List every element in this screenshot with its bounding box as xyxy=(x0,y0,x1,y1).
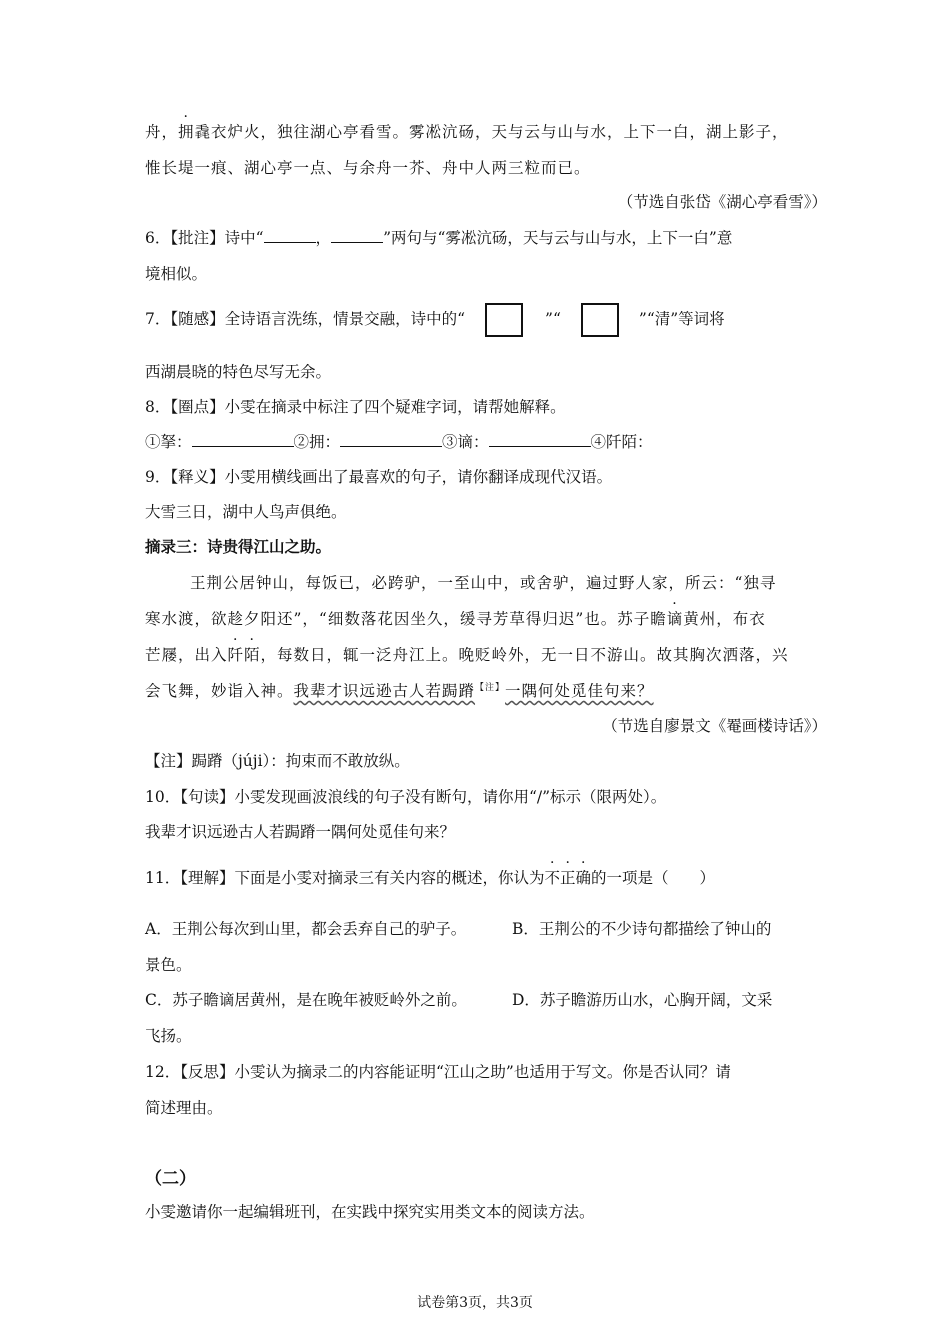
option-d-cont: 飞扬。 xyxy=(145,1027,192,1045)
question-9-sentence: 大雪三日，湖中人鸟声俱绝。 xyxy=(145,503,347,521)
answer-blank[interactable] xyxy=(192,432,294,447)
excerpt-3-line-4: 会飞舞，妙诣入神。我辈才识远逊古人若跼蹐$^{【注】}$一隅何处觅佳句来？ xyxy=(145,682,654,700)
question-12-cont: 简述理由。 xyxy=(145,1099,223,1117)
excerpt-3-line-2: 寒水渡，欲趁夕阳还”，“细数落花因坐久，缓寻芳草得归迟”也。苏子瞻谪黄州，布衣 xyxy=(145,610,766,628)
question-8: 8．【圈点】小雯在摘录中标注了四个疑难字词，请帮她解释。 xyxy=(145,398,566,416)
option-a[interactable]: A．王荆公每次到山里，都会丢弃自己的驴子。 xyxy=(145,920,467,938)
question-9: 9．【释义】小雯用横线画出了最喜欢的句子，请你翻译成现代汉语。 xyxy=(145,468,613,486)
question-6: 6．【批注】诗中“ ， ”两句与“雾凇沆砀，天与云与山与水，上下一白”意 xyxy=(145,229,733,247)
passage-line-1: 舟，拥毳衣炉火，独往湖心亭看雪。雾凇沆砀，天与云与山与水，上下一白，湖上影子， xyxy=(145,123,789,141)
excerpt-3-title: 摘录三：诗贵得江山之助。 xyxy=(145,537,332,556)
answer-box[interactable] xyxy=(581,303,619,337)
question-7: 7．【随感】全诗语言洗练，情景交融，诗中的“ ”“ ”“清”等词将 xyxy=(145,301,725,337)
option-c[interactable]: C．苏子瞻谪居黄州，是在晚年被贬岭外之前。 xyxy=(145,991,467,1009)
excerpt-3-source: （节选自廖景文《罨画楼诗话》） xyxy=(602,717,827,735)
option-d[interactable]: D．苏子瞻游历山水，心胸开阔，文采 xyxy=(512,991,773,1009)
passage-line-2: 惟长堤一痕、湖心亭一点、与余舟一芥、舟中人两三粒而已。 xyxy=(145,159,591,177)
excerpt-3-line-1: 王荆公居钟山，每饭已，必跨驴，一至山中，或舍驴，遍过野人家，所云：“独寻 xyxy=(190,574,777,592)
question-6-cont: 境相似。 xyxy=(145,265,208,283)
question-8-items: ①拏： ②拥： ③谪： ④阡陌： xyxy=(145,433,653,451)
passage-source: （节选自张岱《湖心亭看雪》） xyxy=(617,193,827,211)
question-10: 10．【句读】小雯发现画波浪线的句子没有断句，请你用“/”标示（限两处）。 xyxy=(145,788,667,806)
question-12: 12．【反思】小雯认为摘录二的内容能证明“江山之助”也适用于写文。你是否认同？请 xyxy=(145,1063,731,1081)
answer-blank[interactable] xyxy=(489,432,591,447)
option-b-cont: 景色。 xyxy=(145,956,192,974)
answer-blank[interactable] xyxy=(340,432,442,447)
excerpt-3-line-3: 芒屦，出入阡陌，每数日，辄一泛舟江上。晚贬岭外，无一日不游山。故其胸次洒落，兴 xyxy=(145,646,789,664)
question-7-cont: 西湖晨晓的特色尽写无余。 xyxy=(145,363,332,381)
answer-blank[interactable] xyxy=(264,228,316,243)
note: 【注】跼蹐（júji）：拘束而不敢放纵。 xyxy=(145,752,410,770)
page-footer: 试卷第3页，共3页 xyxy=(417,1295,533,1311)
answer-box[interactable] xyxy=(485,303,523,337)
question-10-sentence: 我辈才识远逊古人若跼蹐一隅何处觅佳句来？ xyxy=(145,823,456,841)
section-heading: （二） xyxy=(145,1169,196,1189)
answer-blank[interactable] xyxy=(331,228,383,243)
option-b[interactable]: B．王荆公的不少诗句都描绘了钟山的 xyxy=(512,920,772,938)
question-11: 11．【理解】下面是小雯对摘录三有关内容的概述，你认为不正确的一项是（ ） xyxy=(145,869,716,887)
section-intro: 小雯邀请你一起编辑班刊，在实践中探究实用类文本的阅读方法。 xyxy=(145,1203,595,1221)
